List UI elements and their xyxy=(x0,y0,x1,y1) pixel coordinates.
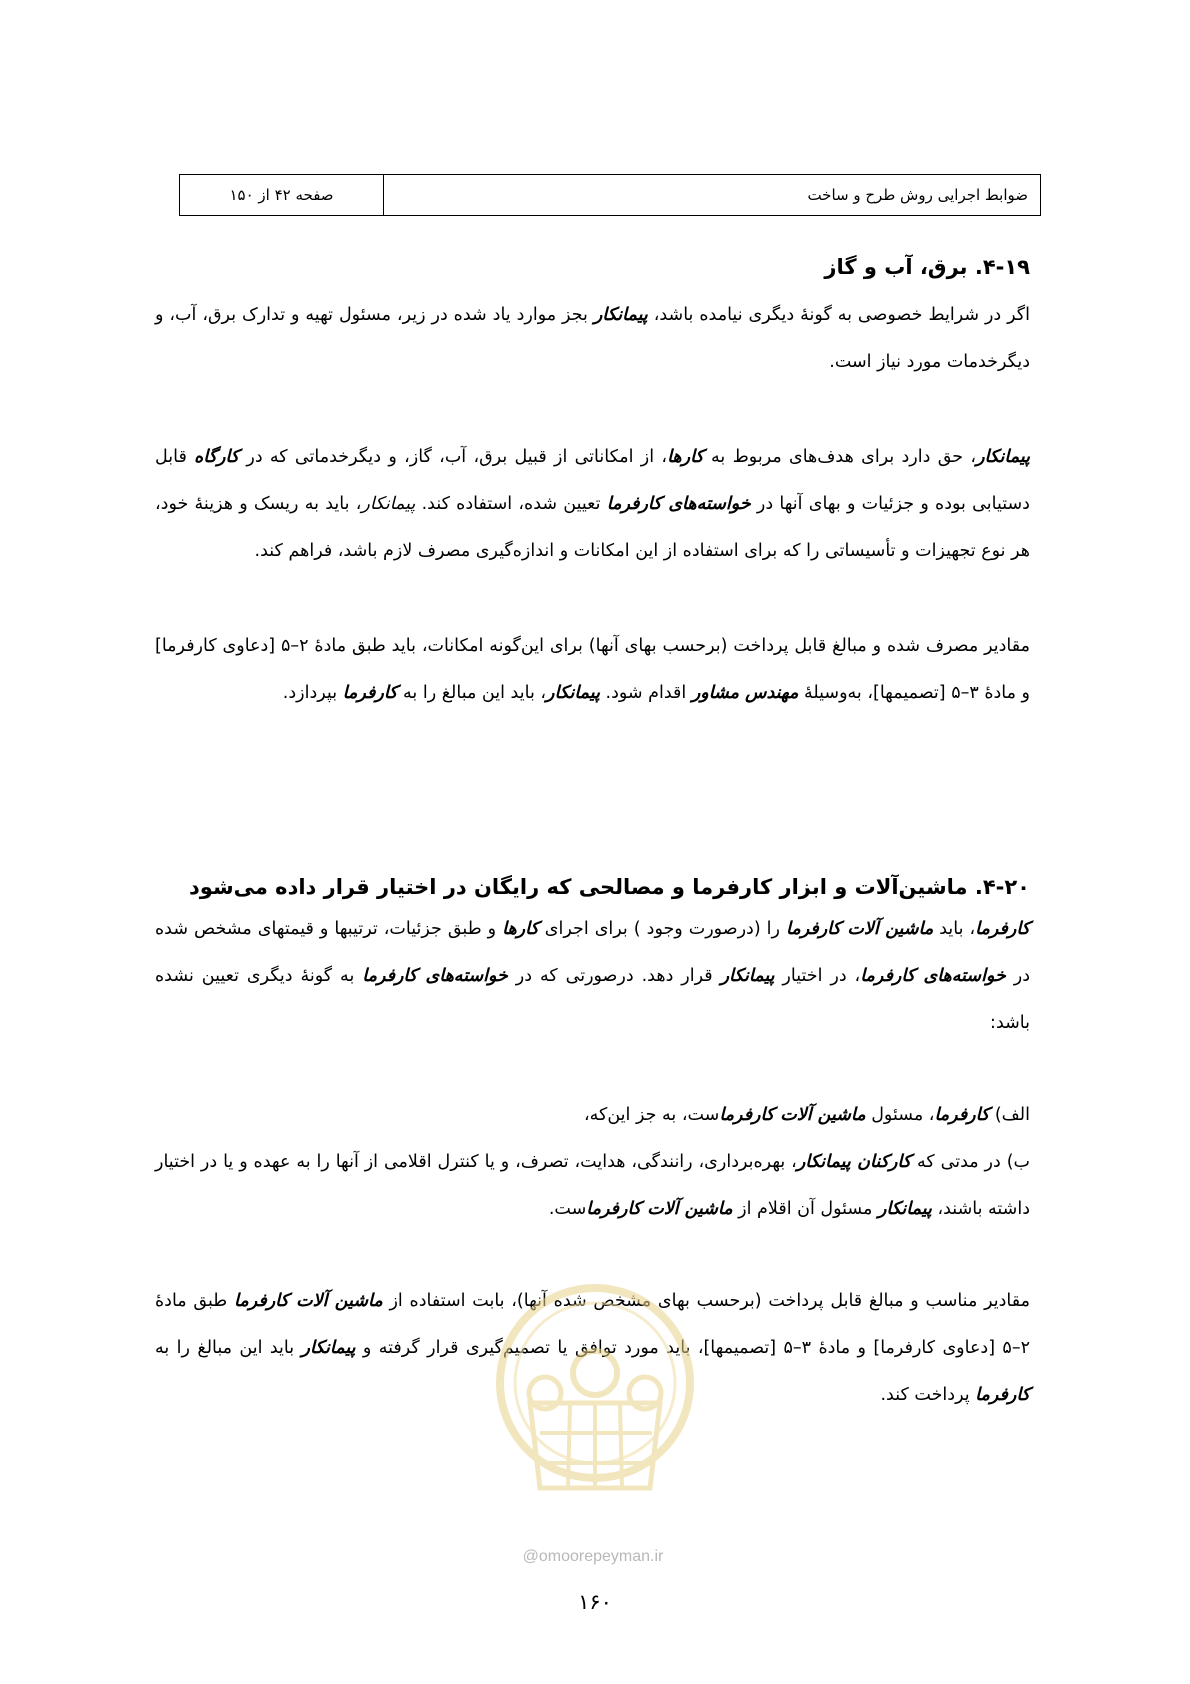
header-title: ضوابط اجرایی روش طرح و ساخت xyxy=(383,175,1040,215)
watermark-logo xyxy=(490,1268,700,1538)
page-header-table xyxy=(179,174,1041,216)
paragraph-contractor-utilities: پیمانکار، حق دارد برای هدف‌های مربوط به کارها، از امکاناتی از قبیل برق، آب، گاز، و دیگرخدماتی که در کارگاه قابل دستیابی بوده و جزئیات و بهای آنها در خواسته‌های کارفرما تعیین شده، استفاده کند. پیمانکار، باید به ریسک و هزینهٔ خود، هر نوع تجهیزات و تأسیساتی را که برای استفاده از این امکانات و اندازه‌گیری مصرف لازم باشد، فراهم کند. xyxy=(155,447,1030,561)
clause-be: ب) در مدتی که کارکنان پیمانکار، بهره‌برداری، رانندگی، هدایت، تصرف، و یا کنترل اقلامی از آنها را به عهده و یا در اختیار داشته باشند، پیمانکار مسئول آن اقلام از ماشین آلات کارفرماست. xyxy=(155,1152,1030,1219)
header-page-label: صفحه ۴۲ از ۱۵۰ xyxy=(229,186,334,204)
section-4-19 xyxy=(155,250,1030,717)
section-heading-4-19: ۴-۱۹. برق، آب و گاز xyxy=(824,255,1030,279)
watermark-text: @omoorepeyman.ir xyxy=(522,1548,664,1565)
paragraph-equipment-payment: مقادیر مناسب و مبالغ قابل پرداخت (برحسب بهای مشخص شده آنها)، بابت استفاده از ماشین آلات کارفرما طبق مادهٔ ۲–۵ [دعاوی کارفرما] و مادهٔ ۳–۵ [تصمیمها]، باید مورد توافق یا تصمیم‌گیری قرار گرفته و پیمانکار باید این مبالغ را به کارفرما پرداخت کند. xyxy=(155,1291,1030,1405)
paragraph-consumption-payment: مقادیر مصرف شده و مبالغ قابل پرداخت (برحسب بهای آنها) برای این‌گونه امکانات، باید طبق مادهٔ ۲–۵ [دعاوی کارفرما] و مادهٔ ۳–۵ [تصمیمها]، به‌وسیلهٔ مهندس مشاور اقدام شود. پیمانکار، باید این مبالغ را به کارفرما بپردازد. xyxy=(155,636,1030,703)
paragraph-electricity-responsibility: اگر در شرایط خصوصی به گونهٔ دیگری نیامده باشد، پیمانکار بجز موارد یاد شده در زیر، مسئول تهیه و تدارک برق، آب، و دیگرخدمات مورد نیاز است. xyxy=(155,305,1030,372)
clause-alef: الف) کارفرما، مسئول ماشین آلات کارفرماست، به جز این‌که، xyxy=(584,1105,1030,1125)
section-heading-4-20: ۴-۲۰. ماشین‌آلات و ابزار کارفرما و مصالحی که رایگان در اختیار قرار داده می‌شود xyxy=(189,875,1030,899)
paragraph-employer-equipment: کارفرما، باید ماشین آلات کارفرما را (درصورت وجود ) برای اجرای کارها و طبق جزئیات، ترتیبها و قیمتهای مشخص شده در خواسته‌های کارفرما، در اختیار پیمانکار قرار دهد. درصورتی که در خواسته‌های کارفرما به گونهٔ دیگری تعیین نشده باشد: xyxy=(155,919,1030,1033)
page-number: ۱۶۰ xyxy=(578,1590,612,1614)
